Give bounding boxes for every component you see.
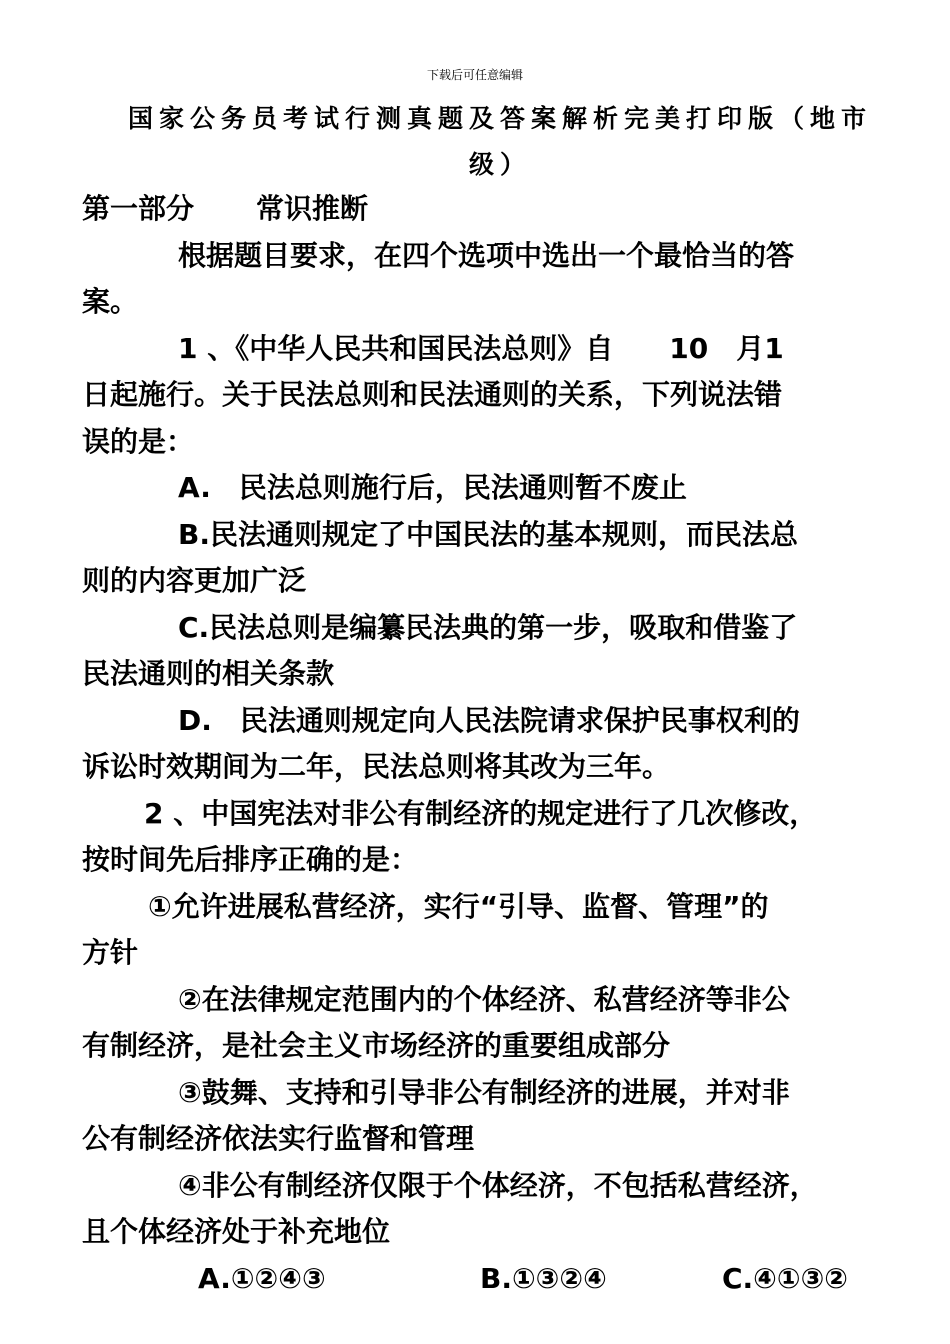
q2-choice-b: B.①③②④ (480, 1261, 607, 1295)
document-body (82, 186, 892, 1302)
q2-choice-c: C.④①③② (722, 1261, 849, 1295)
q1-option-b-line-1: B.民法通则规定了中国民法的基本规则，而民法总 (178, 517, 798, 551)
q1-option-a: A. 民法总则施行后，民法通则暂不废止 (178, 471, 687, 504)
q2-item-1-line-1: ①允许进展私营经济，实行“引导、监督、管理”的 (148, 889, 769, 923)
header-note: 下载后可任意编辑 (426, 68, 523, 82)
q2-item-2-line-1: ②在法律规定范围内的个体经济、私营经济等非公 (178, 982, 790, 1016)
q2-stem-line-2: 按时间先后排序正确的是： (82, 843, 419, 876)
q2-item-1-line-2: 方针 (82, 936, 139, 969)
q1-option-c-line-2: 民法通则的相关条款 (82, 657, 335, 690)
q2-stem-line-1: 2 、中国宪法对非公有制经济的规定进行了几次修改， (144, 796, 818, 830)
q1-option-b-line-2: 则的内容更加广泛 (82, 564, 307, 597)
document-title (110, 96, 890, 188)
section-part: 第一部分 (82, 192, 195, 225)
q2-item-4-line-1: ④非公有制经济仅限于个体经济，不包括私营经济， (178, 1168, 818, 1202)
q1-stem-line-1: 1 、《中华人民共和国民法总则》自 10 月1 (178, 331, 784, 365)
title-line-2: 级） (468, 150, 531, 179)
q2-item-4-line-2: 且个体经济处于补充地位 (82, 1215, 391, 1248)
section-name: 常识推断 (256, 192, 369, 225)
q1-stem-line-3: 误的是： (82, 424, 195, 458)
q2-item-3-line-2: 公有制经济依法实行监督和管理 (82, 1122, 475, 1155)
intro-line-1: 根据题目要求，在四个选项中选出一个最恰当的答 (178, 238, 795, 272)
q2-choices (82, 1256, 892, 1303)
intro-line-2: 案。 (82, 285, 139, 318)
q2-choice-a: A.①②④③ (198, 1261, 326, 1295)
title-line-1: 国家公务员考试行测真题及答案解析完美打印版（地市 (127, 104, 872, 133)
q1-option-d-line-2: 诉讼时效期间为二年，民法总则将其改为三年。 (82, 750, 671, 783)
q2-item-2-line-2: 有制经济，是社会主义市场经济的重要组成部分 (82, 1029, 671, 1062)
section-heading (82, 186, 892, 233)
q1-option-c-line-1: C.民法总则是编纂民法典的第一步，吸取和借鉴了 (178, 610, 798, 644)
q1-stem-line-2: 日起施行。关于民法总则和民法通则的关系，下列说法错 (82, 378, 783, 411)
q2-item-3-line-1: ③鼓舞、支持和引导非公有制经济的进展，并对非 (178, 1075, 790, 1109)
q1-option-d-line-1: D. 民法通则规定向人民法院请求保护民事权利的 (178, 703, 800, 737)
